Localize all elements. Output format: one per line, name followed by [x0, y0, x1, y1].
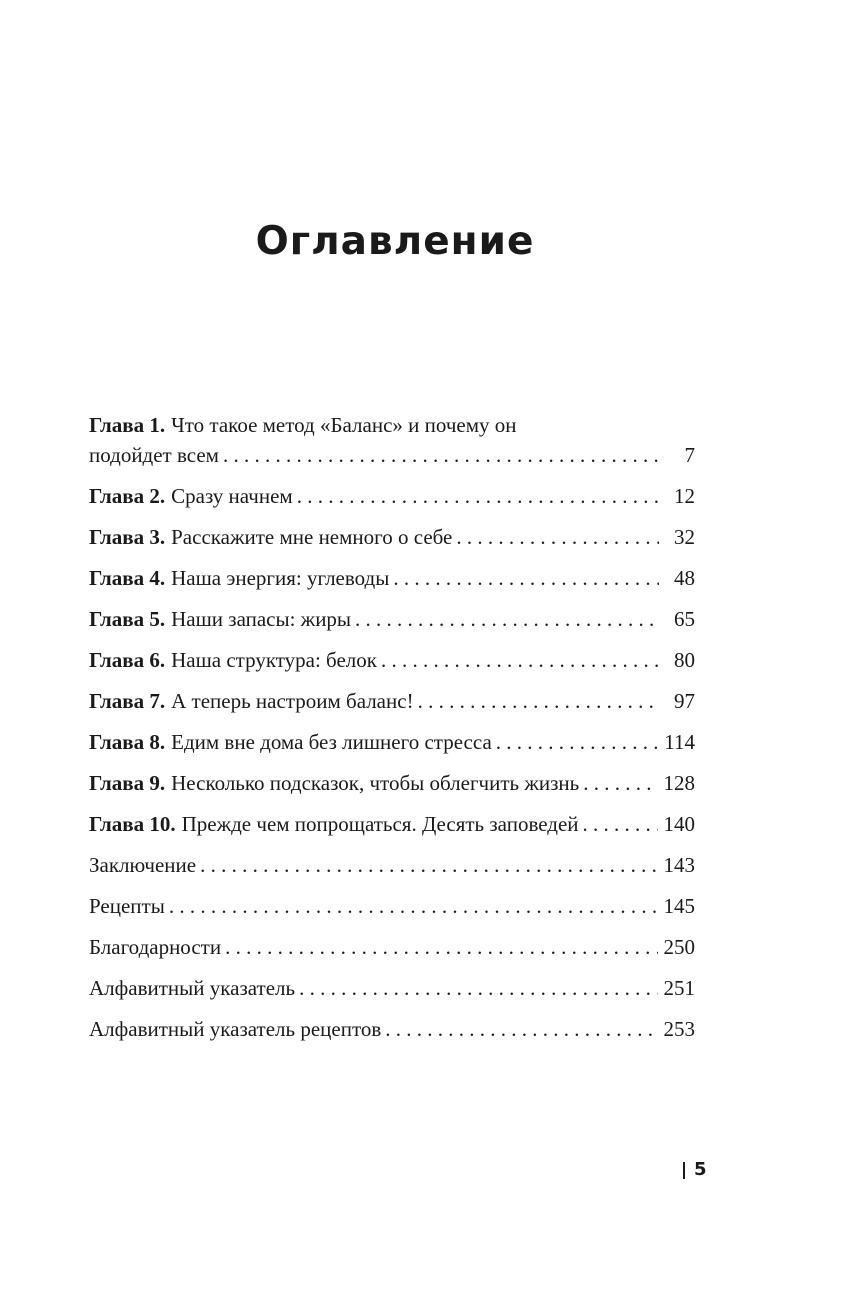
toc-leader-dots	[299, 973, 657, 1003]
toc-page-number: 143	[663, 853, 695, 877]
toc-chapter-title: Сразу начнем	[171, 484, 293, 508]
toc-entry[interactable]	[89, 973, 695, 1014]
toc-leader-dots	[418, 686, 659, 716]
toc-leader-dots	[456, 522, 659, 552]
toc-leader-dots	[297, 481, 659, 511]
toc-chapter-title: Наша структура: белок	[171, 648, 377, 672]
toc-section-title: Рецепты	[89, 894, 165, 918]
toc-leader-dots	[223, 440, 659, 470]
toc-leader-dots	[225, 932, 657, 962]
toc-chapter-number: Глава 3.	[89, 525, 166, 549]
toc-chapter-title: Что такое метод «Баланс» и почему он	[171, 413, 517, 437]
toc-page-number: 253	[663, 1017, 695, 1041]
toc-chapter-number: Глава 6.	[89, 648, 166, 672]
toc-chapter-title: Едим вне дома без лишнего стресса	[171, 730, 492, 754]
toc-entry[interactable]	[89, 850, 695, 891]
folio-divider	[683, 1162, 685, 1179]
toc-leader-dots	[385, 1014, 657, 1044]
toc-entry-chapter-1-line-1[interactable]	[89, 410, 695, 440]
toc-entry[interactable]	[89, 891, 695, 932]
toc-entry[interactable]	[89, 727, 695, 768]
toc-chapter-title: А теперь настроим баланс!	[171, 689, 414, 713]
toc-leader-dots	[355, 604, 659, 634]
toc-page-number: 140	[663, 812, 695, 836]
toc-leader-dots	[169, 891, 658, 921]
folio-number: 5	[694, 1159, 707, 1180]
toc-chapter-title: Расскажите мне немного о себе	[171, 525, 453, 549]
toc-entry[interactable]	[89, 522, 695, 563]
toc-page-number: 12	[674, 484, 695, 508]
toc-section-title: Заключение	[89, 853, 197, 877]
toc-leader-dots	[393, 563, 659, 593]
toc-leader-dots	[583, 768, 657, 798]
page-number-footer	[683, 1158, 707, 1182]
toc-page-number: 7	[684, 443, 695, 467]
toc-chapter-number: Глава 2.	[89, 484, 166, 508]
toc-chapter-title: Прежде чем попрощаться. Десять заповедей	[181, 812, 579, 836]
toc-entry[interactable]	[89, 686, 695, 727]
toc-page-number: 251	[663, 976, 695, 1000]
toc-page-number: 32	[674, 525, 695, 549]
toc-entry[interactable]	[89, 932, 695, 973]
toc-leader-dots	[496, 727, 658, 757]
toc-page-number: 114	[664, 730, 695, 754]
toc-page-number: 97	[674, 689, 695, 713]
toc-chapter-number: Глава 5.	[89, 607, 166, 631]
toc-chapter-number: Глава 10.	[89, 812, 176, 836]
toc-page-number: 250	[663, 935, 695, 959]
toc-entry[interactable]	[89, 809, 695, 850]
toc-chapter-number: Глава 8.	[89, 730, 166, 754]
toc-entry[interactable]	[89, 563, 695, 604]
toc-entry[interactable]	[89, 768, 695, 809]
toc-page-number: 65	[674, 607, 695, 631]
toc-leader-dots	[381, 645, 659, 675]
toc-chapter-title: Несколько подсказок, чтобы облегчить жизнь	[171, 771, 580, 795]
toc-chapter-title-continued: подойдет всем	[89, 443, 219, 467]
toc-page-number: 80	[674, 648, 695, 672]
table-of-contents	[89, 410, 695, 1055]
toc-chapter-number: Глава 7.	[89, 689, 166, 713]
toc-page-number: 48	[674, 566, 695, 590]
toc-page-number: 128	[663, 771, 695, 795]
toc-entry[interactable]	[89, 481, 695, 522]
toc-chapter-title: Наши запасы: жиры	[171, 607, 352, 631]
toc-section-title: Алфавитный указатель	[89, 976, 296, 1000]
toc-chapter-number: Глава 9.	[89, 771, 166, 795]
toc-entry-chapter-1-line-2[interactable]	[89, 440, 695, 481]
toc-entry[interactable]	[89, 604, 695, 645]
toc-chapter-number: Глава 1.	[89, 413, 166, 437]
toc-leader-dots	[200, 850, 657, 880]
page-title: Оглавление	[255, 219, 535, 265]
toc-leader-dots	[583, 809, 658, 839]
toc-entry[interactable]	[89, 645, 695, 686]
toc-section-title: Алфавитный указатель рецептов	[89, 1017, 382, 1041]
toc-entry[interactable]	[89, 1014, 695, 1055]
toc-chapter-number: Глава 4.	[89, 566, 166, 590]
toc-section-title: Благодарности	[89, 935, 222, 959]
toc-page-number: 145	[663, 894, 695, 918]
toc-chapter-title: Наша энергия: углеводы	[171, 566, 390, 590]
